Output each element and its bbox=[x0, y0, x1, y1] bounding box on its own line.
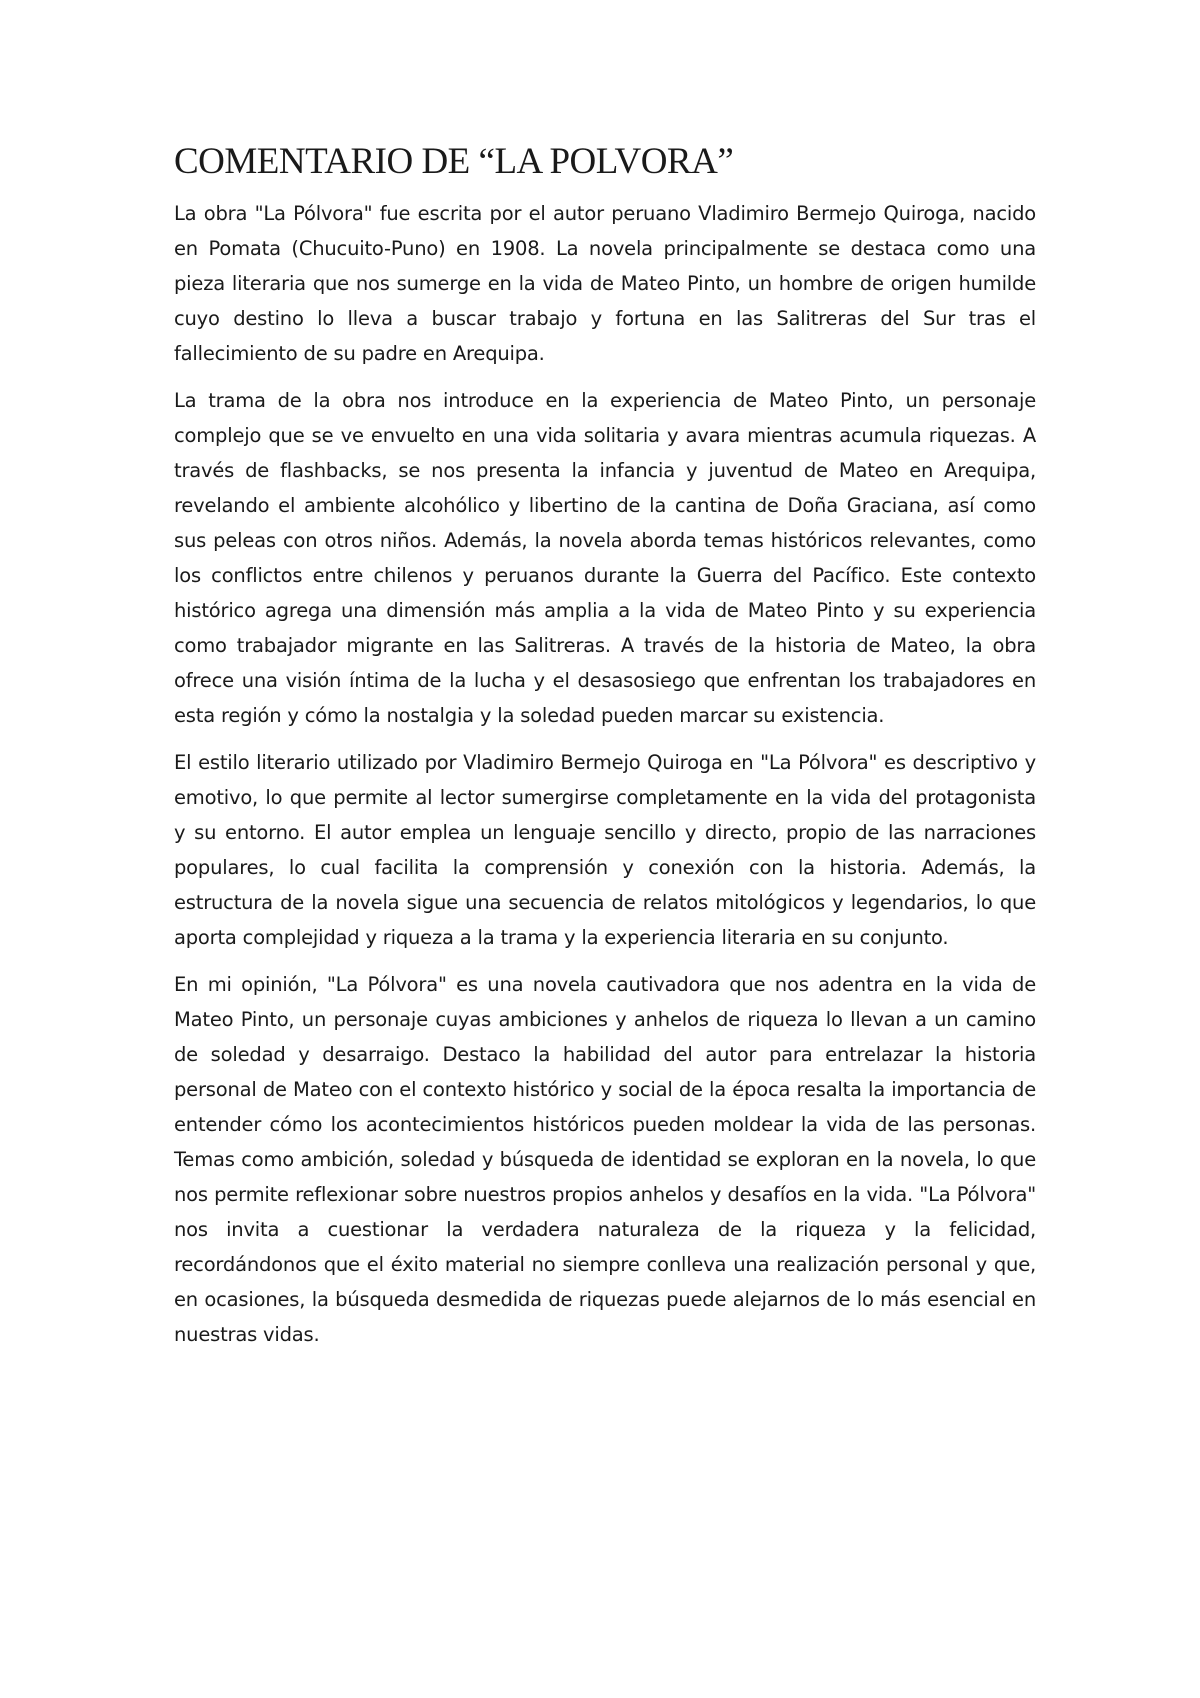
document-title: COMENTARIO DE “LA POLVORA” bbox=[174, 141, 734, 182]
document-body bbox=[174, 140, 1036, 1364]
paragraph-introduction: La obra "La Pólvora" fue escrita por el autor peruano Vladimiro Bermejo Quiroga, nacido en Pomata (Chucuito-Puno) en 1908. La novela principalmente se destaca como una pieza literaria que nos sumerge en la vida de Mateo Pinto, un hombre de origen humilde cuyo destino lo lleva a buscar trabajo y fortuna en las Salitreras del Sur tras el fallecimiento de su padre en Arequipa. bbox=[174, 202, 1036, 366]
paragraph-style: El estilo literario utilizado por Vladimiro Bermejo Quiroga en "La Pólvora" es descriptivo y emotivo, lo que permite al lector sumergirse completamente en la vida del protagonista y su entorno. El autor emplea un lenguaje sencillo y directo, propio de las narraciones populares, lo cual facilita la comprensión y conexión con la historia. Además, la estructura de la novela sigue una secuencia de relatos mitológicos y legendarios, lo que aporta complejidad y riqueza a la trama y la experiencia literaria en su conjunto. bbox=[174, 751, 1036, 950]
paragraph-plot: La trama de la obra nos introduce en la experiencia de Mateo Pinto, un personaje complejo que se ve envuelto en una vida solitaria y avara mientras acumula riquezas. A través de flashbacks, se nos presenta la infancia y juventud de Mateo en Arequipa, revelando el ambiente alcohólico y libertino de la cantina de Doña Graciana, así como sus peleas con otros niños. Además, la novela aborda temas históricos relevantes, como los conflictos entre chilenos y peruanos durante la Guerra del Pacífico. Este contexto histórico agrega una dimensión más amplia a la vida de Mateo Pinto y su experiencia como trabajador migrante en las Salitreras. A través de la historia de Mateo, la obra ofrece una visión íntima de la lucha y el desasosiego que enfrentan los trabajadores en esta región y cómo la nostalgia y la soledad pueden marcar su existencia. bbox=[174, 389, 1036, 728]
paragraph-opinion: En mi opinión, "La Pólvora" es una novela cautivadora que nos adentra en la vida de Mateo Pinto, un personaje cuyas ambiciones y anhelos de riqueza lo llevan a un camino de soledad y desarraigo. Destaco la habilidad del autor para entrelazar la historia personal de Mateo con el contexto histórico y social de la época resalta la importancia de entender cómo los acontecimientos históricos pueden moldear la vida de las personas. Temas como ambición, soledad y búsqueda de identidad se exploran en la novela, lo que nos permite reflexionar sobre nuestros propios anhelos y desafíos en la vida. "La Pólvora" nos invita a cuestionar la verdadera naturaleza de la riqueza y la felicidad, recordándonos que el éxito material no siempre conlleva una realización personal y que, en ocasiones, la búsqueda desmedida de riquezas puede alejarnos de lo más esencial en nuestras vidas. bbox=[174, 973, 1036, 1347]
